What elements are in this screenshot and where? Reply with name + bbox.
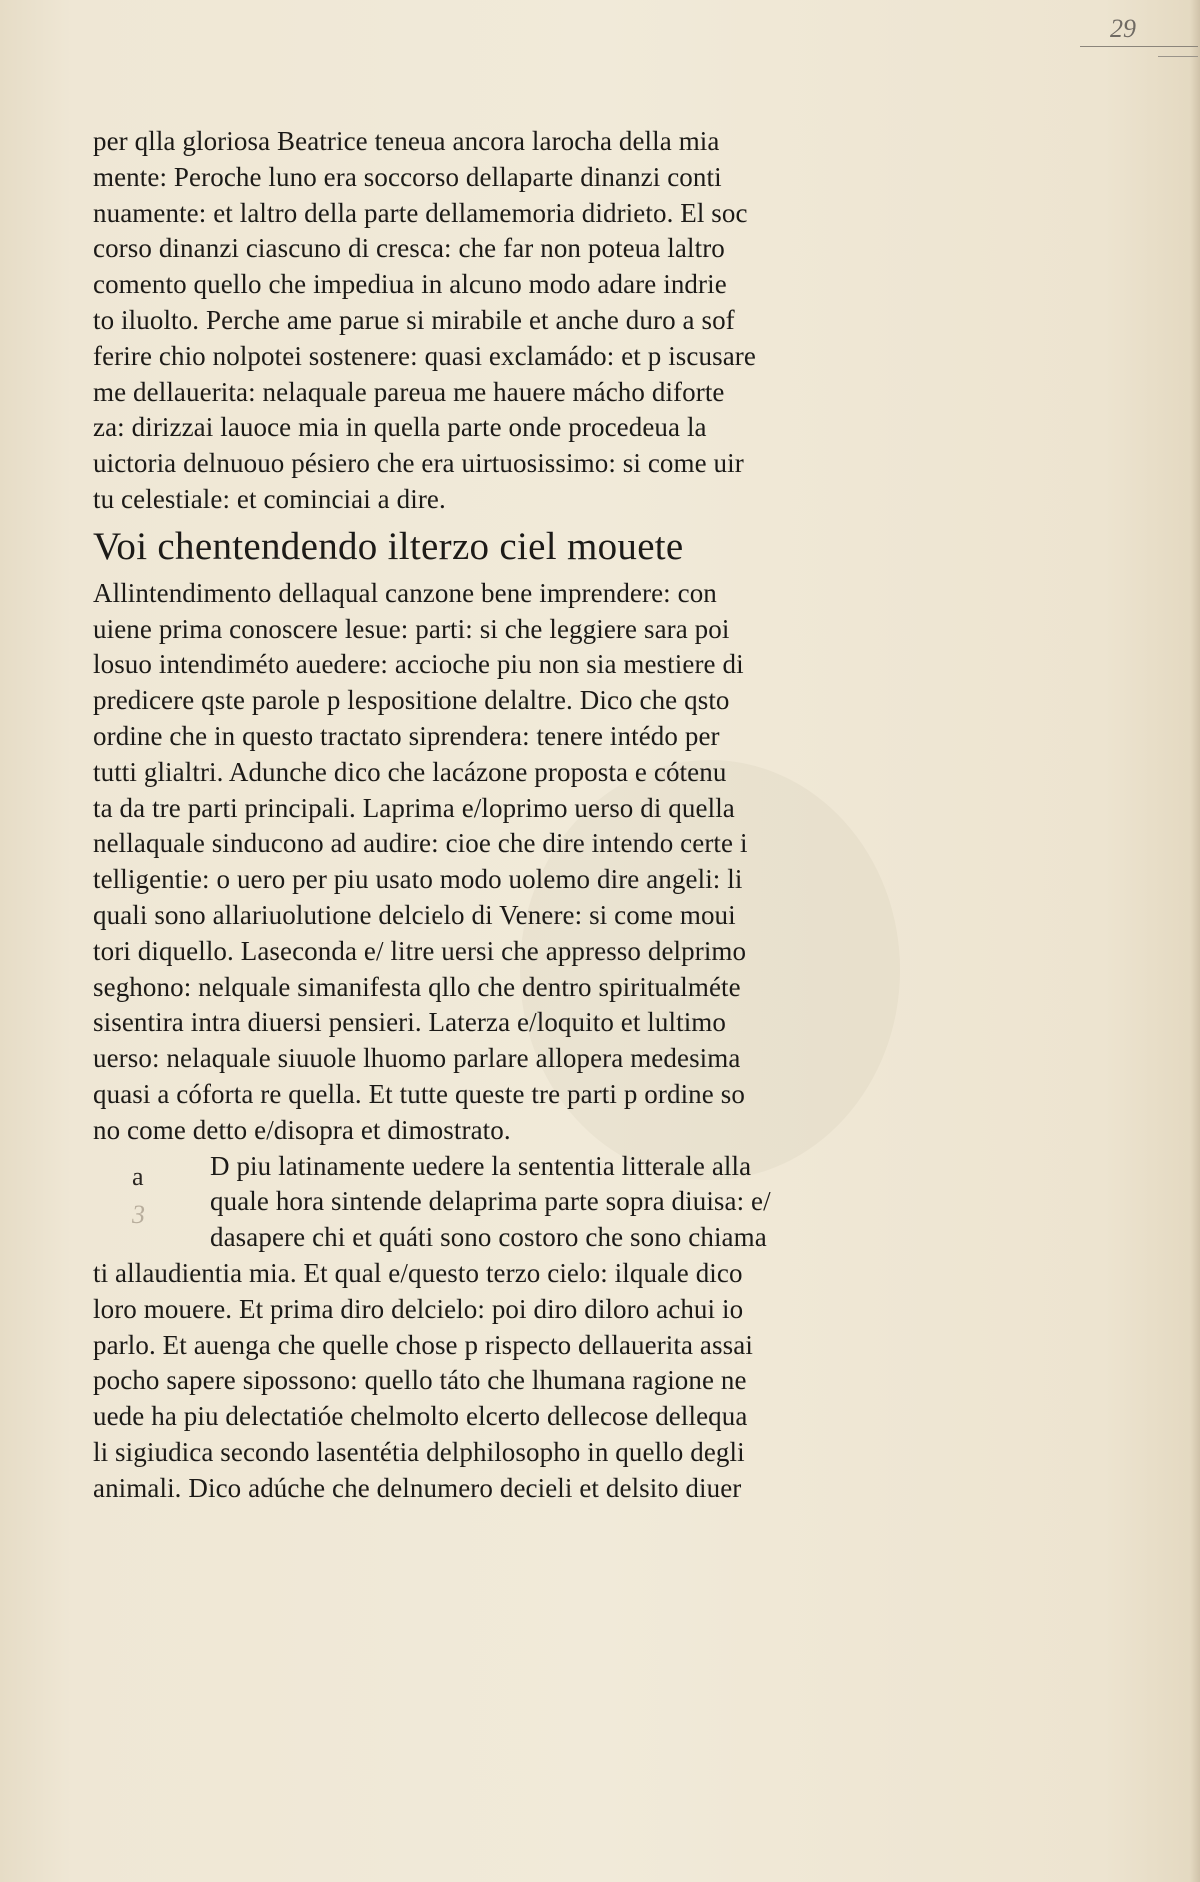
indented-line: quale hora sintende delaprima parte sopra diuisa: e/ [210,1186,771,1217]
section-commentary [93,576,893,1149]
text-line: to iluolto. Perche ame parue si mirabile et anche duro a sof [93,304,735,335]
section-before-heading [93,124,893,518]
text-line: comento quello che impediua in alcuno modo adare indrie [93,269,727,300]
text-line: mente: Peroche luno era soccorso dellaparte dinanzi conti [93,161,722,192]
text-line: uiene prima conoscere lesue: parti: si che leggiere sara poi [93,613,730,644]
text-line: losuo intendiméto auedere: accioche piu non sia mestiere di [93,649,744,680]
text-line: uictoria delnuouo pésiero che era uirtuosissimo: si come uir [93,448,744,479]
text-line: loro mouere. Et prima diro delcielo: poi diro diloro achui io [93,1293,744,1324]
folio-rule [1080,46,1198,47]
text-line: animali. Dico adúche che delnumero decieli et delsito diuer [93,1472,742,1503]
text-line: tu celestiale: et cominciai a dire. [93,483,446,514]
marginal-faint-mark: 3 [132,1200,145,1229]
text-line: ordine che in questo tractato siprendera: tenere intédo per [93,720,720,751]
text-line: tori diquello. Laseconda e/ litre uersi che appresso delprimo [93,935,747,966]
text-line: seghono: nelquale simanifesta qllo che dentro spiritualméte [93,971,741,1002]
text-line: li sigiudica secondo lasentétia delphilosopho in quello degli [93,1436,745,1467]
marginal-letter: a [132,1162,144,1191]
text-line: no come detto e/disopra et dimostrato. [93,1114,511,1145]
text-line: za: dirizzai lauoce mia in quella parte onde procedeua la [93,412,707,443]
text-line: predicere qste parole p lespositione delaltre. Dico che qsto [93,685,730,716]
text-line: corso dinanzi ciascuno di cresca: che far non poteua laltro [93,233,725,264]
section-after [93,1256,893,1507]
text-line: quasi a cóforta re quella. Et tutte queste tre parti p ordine so [93,1078,745,1109]
text-line: ta da tre parti principali. Laprima e/loprimo uerso di quella [93,792,735,823]
text-line: ti allaudientia mia. Et qual e/questo terzo cielo: ilquale dico [93,1257,743,1288]
section-indented-opening [93,1149,893,1256]
text-line: parlo. Et auenga che quelle chose p rispecto dellauerita assai [93,1329,753,1360]
text-line: quali sono allariuolutione delcielo di Venere: si come moui [93,899,736,930]
indented-line: D piu latinamente uedere la sententia litterale alla [210,1150,752,1181]
text-line: sisentira intra diuersi pensieri. Laterza e/loquito et lultimo [93,1007,727,1038]
text-line: uede ha piu delectatióe chelmolto elcerto dellecose dellequa [93,1401,748,1432]
text-line: Allintendimento dellaqual canzone bene imprendere: con [93,577,717,608]
text-line: tutti glialtri. Adunche dico che lacázone proposta e cótenu [93,756,727,787]
text-block [93,124,893,1506]
indented-line: dasapere chi et quáti sono costoro che sono chiama [210,1222,767,1253]
text-line: me dellauerita: nelaquale pareua me hauere mácho diforte [93,376,725,407]
text-line: ferire chio nolpotei sostenere: quasi exclamádo: et p iscusare [93,340,756,371]
folio-number: 29 [1110,14,1136,43]
text-line: uerso: nelaquale siuuole lhuomo parlare allopera medesima [93,1043,741,1074]
text-line: nellaquale sinducono ad audire: cioe che dire intendo certe i [93,828,748,859]
text-line: pocho sapere sipossono: quello táto che lhumana ragione ne [93,1365,747,1396]
canzone-incipit-heading: Voi chentendendo ilterzo ciel mouete [93,524,684,568]
text-line: per qlla gloriosa Beatrice teneua ancora larocha della mia [93,126,720,156]
page-edge-shadow [1190,0,1200,1882]
text-line: telligentie: o uero per piu usato modo uolemo dire angeli: li [93,864,743,895]
folio-rule-short [1158,56,1198,57]
text-line: nuamente: et laltro della parte dellamemoria didrieto. El soc [93,197,748,228]
